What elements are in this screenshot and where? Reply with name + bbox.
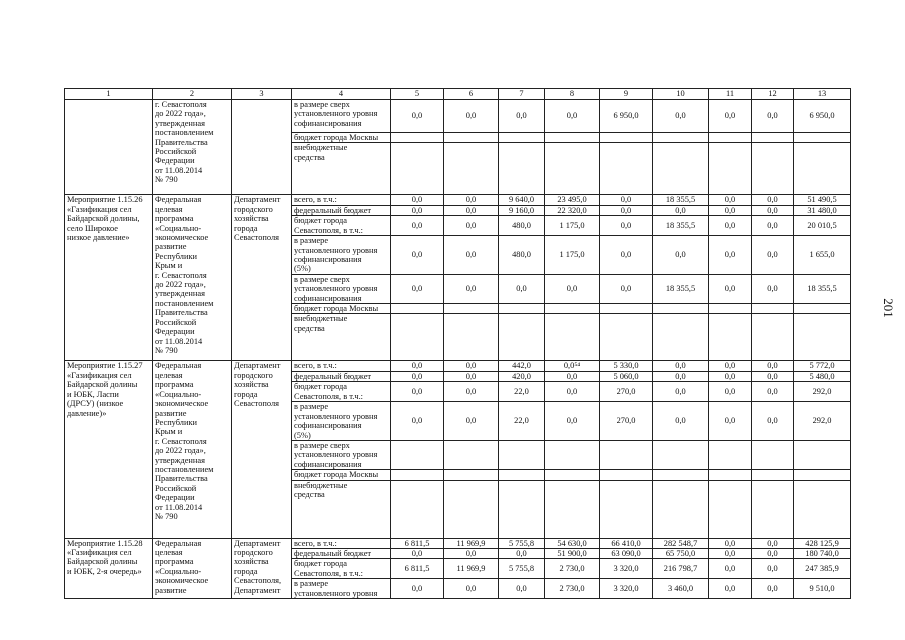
- amount-cell: 292,0: [794, 402, 851, 441]
- amount-cell: [499, 143, 545, 195]
- amount-cell: 0,0: [709, 236, 752, 275]
- column-header-12: 12: [752, 89, 794, 100]
- amount-cell: 0,0: [752, 559, 794, 579]
- amount-cell: [653, 304, 709, 314]
- funding-source-label: федеральный бюджет: [292, 548, 391, 558]
- executor-cell: Департамент городского хозяйства города Севастополя: [232, 361, 292, 538]
- amount-cell: 22,0: [499, 382, 545, 402]
- amount-cell: 2 730,0: [545, 579, 600, 599]
- amount-cell: [444, 480, 499, 538]
- amount-cell: 23 495,0: [545, 195, 600, 205]
- funding-source-label: федеральный бюджет: [292, 371, 391, 381]
- amount-cell: 0,0: [391, 579, 444, 599]
- amount-cell: 0,0: [444, 205, 499, 215]
- amount-cell: 0,0: [545, 100, 600, 133]
- amount-cell: 0,0: [444, 100, 499, 133]
- amount-cell: [545, 143, 600, 195]
- amount-cell: 0,0: [391, 195, 444, 205]
- amount-cell: [391, 440, 444, 469]
- amount-cell: 6 811,5: [391, 538, 444, 548]
- column-header-2: 2: [153, 89, 232, 100]
- amount-cell: [600, 440, 653, 469]
- amount-cell: [794, 480, 851, 538]
- amount-cell: 442,0: [499, 361, 545, 371]
- amount-cell: 0,0: [709, 205, 752, 215]
- amount-cell: 0,0: [444, 361, 499, 371]
- amount-cell: 0,0: [752, 100, 794, 133]
- amount-cell: 11 969,9: [444, 559, 499, 579]
- measure-cell: Мероприятие 1.15.27 «Газификация сел Байдарской долины и ЮБК, Ласпи (ДРСУ) (низкое давление)»: [65, 361, 153, 538]
- amount-cell: [600, 133, 653, 143]
- amount-cell: [600, 304, 653, 314]
- amount-cell: [444, 304, 499, 314]
- amount-cell: 0,0: [499, 274, 545, 303]
- amount-cell: [499, 470, 545, 480]
- column-header-3: 3: [232, 89, 292, 100]
- amount-cell: 480,0: [499, 216, 545, 236]
- amount-cell: 1 655,0: [794, 236, 851, 275]
- amount-cell: 0,0: [653, 382, 709, 402]
- column-header-7: 7: [499, 89, 545, 100]
- column-header-1: 1: [65, 89, 153, 100]
- column-header-4: 4: [292, 89, 391, 100]
- funding-source-label: всего, в т.ч.:: [292, 361, 391, 371]
- funding-source-label: бюджет города Москвы: [292, 304, 391, 314]
- funding-source-label: бюджет города Севастополя, в т.ч.:: [292, 216, 391, 236]
- amount-cell: 0,0: [545, 402, 600, 441]
- column-header-10: 10: [653, 89, 709, 100]
- amount-cell: 3 320,0: [600, 559, 653, 579]
- amount-cell: 0,0: [444, 579, 499, 599]
- amount-cell: [794, 304, 851, 314]
- amount-cell: 0,0: [752, 538, 794, 548]
- amount-cell: [391, 143, 444, 195]
- amount-cell: [709, 304, 752, 314]
- amount-cell: 20 010,5: [794, 216, 851, 236]
- amount-cell: [752, 470, 794, 480]
- amount-cell: 0,0: [444, 371, 499, 381]
- amount-cell: 247 385,9: [794, 559, 851, 579]
- column-header-6: 6: [444, 89, 499, 100]
- amount-cell: 0,0: [600, 236, 653, 275]
- amount-cell: [653, 143, 709, 195]
- funding-source-label: в размере сверх установленного уровня софинансирования: [292, 440, 391, 469]
- amount-cell: 0,0: [752, 579, 794, 599]
- amount-cell: 0,0: [444, 195, 499, 205]
- amount-cell: 51 900,0: [545, 548, 600, 558]
- amount-cell: [499, 314, 545, 361]
- measure-cell: [65, 100, 153, 195]
- amount-cell: 6 811,5: [391, 559, 444, 579]
- amount-cell: 270,0: [600, 382, 653, 402]
- amount-cell: 0,0: [391, 382, 444, 402]
- column-header-5: 5: [391, 89, 444, 100]
- amount-cell: [752, 133, 794, 143]
- amount-cell: 0,0: [444, 382, 499, 402]
- amount-cell: 0,0: [391, 236, 444, 275]
- amount-cell: 0,0: [391, 216, 444, 236]
- funding-source-label: федеральный бюджет: [292, 205, 391, 215]
- program-cell: Федеральная целевая программа «Социально- экономическое развитие Республики Крым и г. Севастополя до 2022 года», утвержденная постановлением Правительства Российской Федерации от 11.08.2014 № 790: [153, 195, 232, 361]
- amount-cell: [545, 480, 600, 538]
- amount-cell: 0,0: [391, 402, 444, 441]
- amount-cell: [499, 440, 545, 469]
- amount-cell: [709, 143, 752, 195]
- amount-cell: 282 548,7: [653, 538, 709, 548]
- amount-cell: 1 175,0: [545, 236, 600, 275]
- amount-cell: [391, 133, 444, 143]
- amount-cell: [600, 480, 653, 538]
- executor-cell: Департамент городского хозяйства города Севастополя, Департамент: [232, 538, 292, 599]
- amount-cell: 66 410,0: [600, 538, 653, 548]
- amount-cell: 0,0: [444, 548, 499, 558]
- amount-cell: 5 060,0: [600, 371, 653, 381]
- amount-cell: 0,0: [709, 371, 752, 381]
- amount-cell: 0,0: [391, 100, 444, 133]
- amount-cell: 0,0: [600, 195, 653, 205]
- amount-cell: [545, 314, 600, 361]
- amount-cell: 63 090,0: [600, 548, 653, 558]
- amount-cell: [600, 470, 653, 480]
- amount-cell: 0,0: [752, 402, 794, 441]
- funding-source-label: в размере установленного уровня софинансирования (5%): [292, 402, 391, 441]
- amount-cell: [653, 470, 709, 480]
- amount-cell: 2 730,0: [545, 559, 600, 579]
- amount-cell: 0,0: [391, 274, 444, 303]
- amount-cell: [709, 470, 752, 480]
- funding-source-label: бюджет города Севастополя, в т.ч.:: [292, 559, 391, 579]
- amount-cell: 0,0: [391, 371, 444, 381]
- table-row: [65, 195, 851, 205]
- amount-cell: [752, 440, 794, 469]
- amount-cell: 5 480,0: [794, 371, 851, 381]
- amount-cell: [545, 470, 600, 480]
- amount-cell: 5 330,0: [600, 361, 653, 371]
- column-header-13: 13: [794, 89, 851, 100]
- amount-cell: [653, 480, 709, 538]
- amount-cell: 0,0: [752, 548, 794, 558]
- executor-cell: [232, 100, 292, 195]
- amount-cell: [545, 304, 600, 314]
- measure-cell: Мероприятие 1.15.28 «Газификация сел Байдарской долины и ЮБК, 2-я очередь»: [65, 538, 153, 599]
- amount-cell: 65 750,0: [653, 548, 709, 558]
- amount-cell: 0,0: [600, 274, 653, 303]
- amount-cell: 0,0: [499, 100, 545, 133]
- amount-cell: [391, 304, 444, 314]
- amount-cell: [752, 480, 794, 538]
- amount-cell: 0,0: [709, 559, 752, 579]
- amount-cell: 0,0: [545, 382, 600, 402]
- funding-source-label: всего, в т.ч.:: [292, 538, 391, 548]
- amount-cell: 18 355,5: [653, 195, 709, 205]
- amount-cell: [391, 480, 444, 538]
- amount-cell: [752, 143, 794, 195]
- amount-cell: 0,0: [752, 274, 794, 303]
- amount-cell: 54 630,0: [545, 538, 600, 548]
- amount-cell: [794, 143, 851, 195]
- amount-cell: 216 798,7: [653, 559, 709, 579]
- amount-cell: 0,0: [499, 548, 545, 558]
- table-row: [65, 361, 851, 371]
- amount-cell: 0,0: [709, 538, 752, 548]
- amount-cell: [794, 133, 851, 143]
- amount-cell: 5 772,0: [794, 361, 851, 371]
- amount-cell: 0,0⁵⁴: [545, 361, 600, 371]
- amount-cell: 0,0: [444, 402, 499, 441]
- amount-cell: [444, 314, 499, 361]
- program-cell: Федеральная целевая программа «Социально- экономическое развитие Республики Крым и г. Севастополя до 2022 года», утвержденная постановлением Правительства Российской Федерации от 11.08.2014 № 790: [153, 361, 232, 538]
- column-header-11: 11: [709, 89, 752, 100]
- amount-cell: [391, 314, 444, 361]
- amount-cell: 0,0: [444, 236, 499, 275]
- amount-cell: 270,0: [600, 402, 653, 441]
- amount-cell: [499, 480, 545, 538]
- amount-cell: 0,0: [752, 216, 794, 236]
- column-header-9: 9: [600, 89, 653, 100]
- amount-cell: 0,0: [752, 361, 794, 371]
- amount-cell: [545, 133, 600, 143]
- amount-cell: [391, 470, 444, 480]
- amount-cell: 0,0: [444, 216, 499, 236]
- amount-cell: 420,0: [499, 371, 545, 381]
- funding-source-label: всего, в т.ч.:: [292, 195, 391, 205]
- amount-cell: 6 950,0: [600, 100, 653, 133]
- amount-cell: [709, 440, 752, 469]
- amount-cell: [499, 304, 545, 314]
- column-header-8: 8: [545, 89, 600, 100]
- amount-cell: 0,0: [391, 548, 444, 558]
- funding-source-label: внебюджетные средства: [292, 314, 391, 361]
- amount-cell: 0,0: [600, 216, 653, 236]
- amount-cell: 0,0: [391, 205, 444, 215]
- amount-cell: 18 355,5: [794, 274, 851, 303]
- funding-source-label: внебюджетные средства: [292, 143, 391, 195]
- table-row: [65, 100, 851, 133]
- funding-source-label: в размере сверх установленного уровня софинансирования: [292, 100, 391, 133]
- amount-cell: 428 125,9: [794, 538, 851, 548]
- amount-cell: [653, 133, 709, 143]
- amount-cell: 1 175,0: [545, 216, 600, 236]
- amount-cell: 0,0: [709, 100, 752, 133]
- budget-table: [64, 88, 851, 599]
- amount-cell: 0,0: [752, 205, 794, 215]
- amount-cell: [709, 314, 752, 361]
- amount-cell: [794, 314, 851, 361]
- amount-cell: 5 755,8: [499, 559, 545, 579]
- amount-cell: 292,0: [794, 382, 851, 402]
- amount-cell: 0,0: [444, 274, 499, 303]
- amount-cell: [444, 133, 499, 143]
- amount-cell: [444, 440, 499, 469]
- table-row: [65, 538, 851, 548]
- amount-cell: [545, 440, 600, 469]
- amount-cell: 0,0: [752, 371, 794, 381]
- amount-cell: 0,0: [709, 361, 752, 371]
- amount-cell: 22 320,0: [545, 205, 600, 215]
- program-cell: Федеральная целевая программа «Социально- экономическое развитие: [153, 538, 232, 599]
- amount-cell: 0,0: [545, 274, 600, 303]
- funding-source-label: бюджет города Севастополя, в т.ч.:: [292, 382, 391, 402]
- funding-source-label: в размере установленного уровня софинансирования (5%): [292, 236, 391, 275]
- budget-table-sheet: [64, 88, 851, 599]
- amount-cell: 0,0: [709, 216, 752, 236]
- amount-cell: 0,0: [709, 274, 752, 303]
- funding-source-label: в размере сверх установленного уровня софинансирования: [292, 274, 391, 303]
- amount-cell: 0,0: [752, 382, 794, 402]
- amount-cell: 0,0: [752, 195, 794, 205]
- table-body: [65, 100, 851, 599]
- amount-cell: [600, 143, 653, 195]
- amount-cell: 0,0: [499, 579, 545, 599]
- amount-cell: 9 510,0: [794, 579, 851, 599]
- amount-cell: 0,0: [600, 205, 653, 215]
- executor-cell: Департамент городского хозяйства города Севастополя: [232, 195, 292, 361]
- amount-cell: 3 460,0: [653, 579, 709, 599]
- amount-cell: [709, 133, 752, 143]
- amount-cell: 0,0: [752, 236, 794, 275]
- funding-source-label: бюджет города Москвы: [292, 133, 391, 143]
- amount-cell: 0,0: [653, 361, 709, 371]
- amount-cell: 22,0: [499, 402, 545, 441]
- amount-cell: 0,0: [709, 195, 752, 205]
- amount-cell: 0,0: [653, 236, 709, 275]
- amount-cell: 0,0: [653, 205, 709, 215]
- amount-cell: 9 640,0: [499, 195, 545, 205]
- amount-cell: 0,0: [653, 371, 709, 381]
- amount-cell: [600, 314, 653, 361]
- amount-cell: 0,0: [709, 548, 752, 558]
- amount-cell: 3 320,0: [600, 579, 653, 599]
- header-row: [65, 89, 851, 100]
- funding-source-label: бюджет города Москвы: [292, 470, 391, 480]
- amount-cell: 0,0: [545, 371, 600, 381]
- amount-cell: 0,0: [709, 402, 752, 441]
- amount-cell: 0,0: [709, 579, 752, 599]
- funding-source-label: в размере установленного уровня: [292, 579, 391, 599]
- amount-cell: [444, 143, 499, 195]
- amount-cell: 5 755,8: [499, 538, 545, 548]
- measure-cell: Мероприятие 1.15.26 «Газификация сел Байдарской долины, село Широкое низкое давление»: [65, 195, 153, 361]
- amount-cell: [794, 440, 851, 469]
- amount-cell: 51 490,5: [794, 195, 851, 205]
- amount-cell: 180 740,0: [794, 548, 851, 558]
- amount-cell: [709, 480, 752, 538]
- amount-cell: 0,0: [653, 402, 709, 441]
- amount-cell: [444, 470, 499, 480]
- amount-cell: 31 480,0: [794, 205, 851, 215]
- amount-cell: [499, 133, 545, 143]
- amount-cell: [752, 314, 794, 361]
- amount-cell: 0,0: [391, 361, 444, 371]
- program-cell: г. Севастополя до 2022 года», утвержденная постановлением Правительства Российской Федерации от 11.08.2014 № 790: [153, 100, 232, 195]
- amount-cell: 6 950,0: [794, 100, 851, 133]
- funding-source-label: внебюджетные средства: [292, 480, 391, 538]
- amount-cell: 0,0: [709, 382, 752, 402]
- amount-cell: 0,0: [653, 100, 709, 133]
- amount-cell: [752, 304, 794, 314]
- amount-cell: 11 969,9: [444, 538, 499, 548]
- amount-cell: 18 355,5: [653, 216, 709, 236]
- amount-cell: 9 160,0: [499, 205, 545, 215]
- amount-cell: 480,0: [499, 236, 545, 275]
- amount-cell: [653, 314, 709, 361]
- page-number: 201: [881, 298, 896, 318]
- amount-cell: [653, 440, 709, 469]
- amount-cell: [794, 470, 851, 480]
- amount-cell: 18 355,5: [653, 274, 709, 303]
